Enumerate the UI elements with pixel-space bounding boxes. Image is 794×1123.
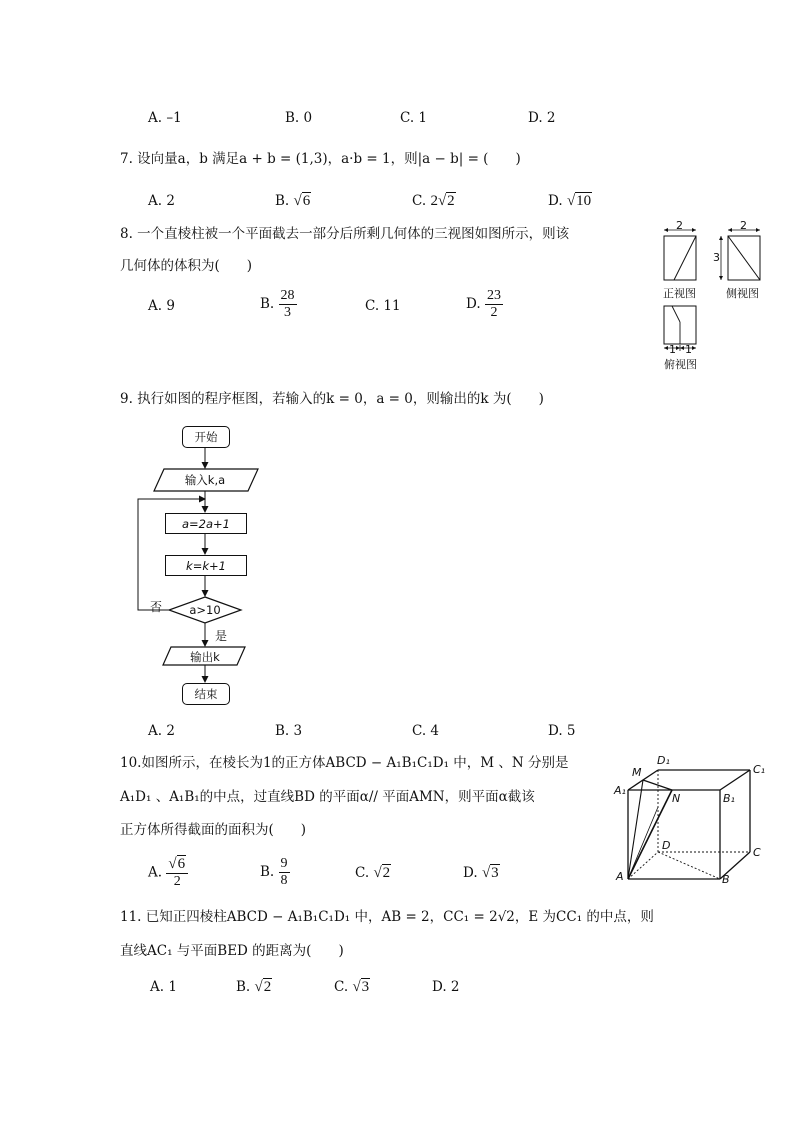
q11-option-c: C. √3 — [334, 979, 370, 995]
label-A1: A₁ — [614, 784, 626, 797]
flow-step-k: k=k+1 — [165, 555, 247, 576]
label-M: M — [632, 766, 642, 779]
q6-option-b: B. 0 — [285, 110, 313, 126]
label-B: B — [722, 873, 730, 886]
flow-step-a: a=2a+1 — [165, 513, 247, 534]
q10-option-d: D. √3 — [463, 865, 499, 881]
three-views-figure — [658, 219, 768, 372]
q7-stem: 7. 设向量a，b 满足a + b = (1,3)，a·b = 1，则|a − b| = ( ) — [120, 151, 521, 167]
q8-option-a: A. 9 — [148, 298, 175, 314]
q7-option-c: C. 2√2 — [412, 193, 455, 209]
flow-input: 输入k,a — [184, 473, 226, 487]
q7-option-a: A. 2 — [148, 193, 175, 209]
label-C: C — [753, 846, 761, 859]
q10-option-a: A. $\frac{√6}{2}$ — [148, 856, 188, 890]
flow-start: 开始 — [182, 426, 230, 448]
q8-option-d: D. $\frac{23}{2}$ — [466, 288, 501, 320]
q11-option-a: A. 1 — [150, 979, 177, 995]
q7-option-d: D. √10 — [548, 193, 592, 209]
top-view-dim-a: 1 — [669, 343, 676, 356]
flow-yes-label: 是 — [215, 629, 228, 643]
label-B1: B₁ — [723, 792, 735, 805]
q8-option-b: B. $\frac{28}{3}$ — [260, 288, 295, 320]
q6-option-c: C. 1 — [400, 110, 428, 126]
side-view-width: 2 — [740, 219, 747, 232]
flow-condition: a>10 — [189, 603, 221, 617]
label-D: D — [662, 839, 671, 852]
q8-option-c: C. 11 — [365, 298, 401, 314]
q10-option-b: B. $\frac{9}{8}$ — [260, 856, 288, 888]
label-A: A — [616, 870, 624, 883]
front-view-width: 2 — [676, 219, 683, 232]
q9-option-c: C. 4 — [412, 723, 440, 739]
label-D1: D₁ — [657, 754, 670, 767]
q6-option-a: A. –1 — [148, 110, 182, 126]
q11-option-b: B. √2 — [236, 979, 272, 995]
q10-stem-line3: 正方体所得截面的面积为( ) — [120, 822, 307, 838]
q6-option-d: D. 2 — [528, 110, 556, 126]
q9-stem: 9. 执行如图的程序框图，若输入的k = 0，a = 0，则输出的k 为( ) — [120, 391, 544, 407]
q8-stem-line2: 几何体的体积为( ) — [120, 258, 253, 274]
q10-option-c: C. √2 — [355, 865, 391, 881]
cube-figure — [612, 752, 772, 888]
q9-option-d: D. 5 — [548, 723, 576, 739]
front-view-label: 正视图 — [663, 287, 696, 300]
q10-stem-line2: A₁D₁ 、A₁B₁的中点，过直线BD 的平面α// 平面AMN，则平面α截该 — [120, 789, 535, 805]
q9-option-b: B. 3 — [275, 723, 303, 739]
q11-stem-line2: 直线AC₁ 与平面BED 的距离为( ) — [120, 943, 344, 959]
side-view-height: 3 — [713, 251, 720, 264]
q9-option-a: A. 2 — [148, 723, 175, 739]
label-N: N — [672, 792, 681, 805]
flow-output: 输出k — [190, 650, 220, 664]
top-view-label: 俯视图 — [664, 358, 697, 371]
q7-option-b: B. √6 — [275, 193, 311, 209]
flow-no-label: 否 — [150, 600, 163, 614]
q10-stem-line1: 10.如图所示，在棱长为1的正方体ABCD − A₁B₁C₁D₁ 中，M 、N 分别是 — [120, 755, 569, 771]
q11-option-d: D. 2 — [432, 979, 460, 995]
flowchart — [130, 420, 270, 710]
top-view-dim-b: 1 — [685, 343, 692, 356]
flow-end: 结束 — [182, 683, 230, 705]
q11-stem-line1: 11. 已知正四棱柱ABCD − A₁B₁C₁D₁ 中，AB = 2，CC₁ = 2√2，E 为CC₁ 的中点，则 — [120, 909, 654, 925]
label-C1: C₁ — [753, 763, 766, 776]
q8-stem-line1: 8. 一个直棱柱被一个平面截去一部分后所剩几何体的三视图如图所示，则该 — [120, 226, 570, 242]
side-view-label: 侧视图 — [726, 287, 759, 300]
